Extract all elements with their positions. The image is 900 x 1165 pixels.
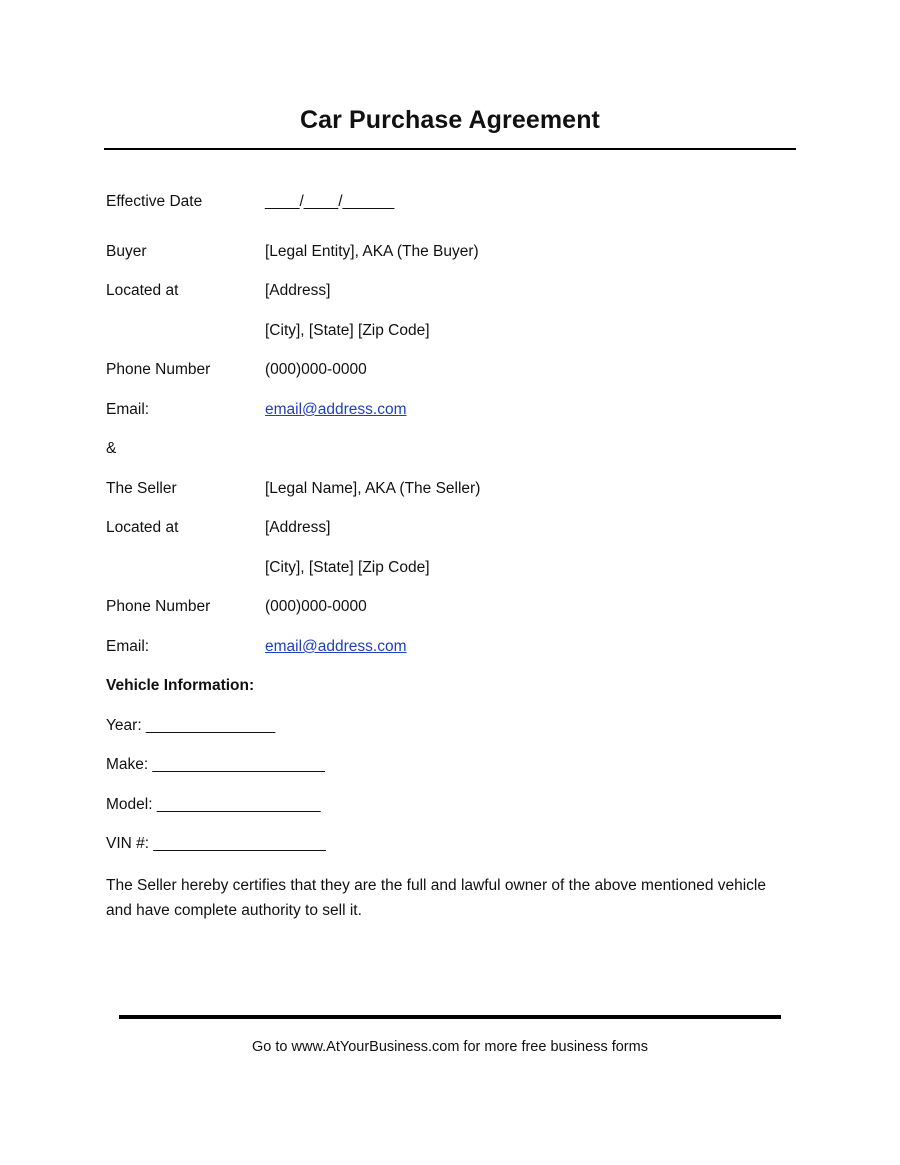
seller-name-field[interactable]: [Legal Name], AKA (The Seller) [265, 480, 481, 497]
buyer-address-field[interactable]: [Address] [265, 282, 331, 299]
title-divider [104, 148, 796, 150]
vehicle-vin-field[interactable]: VIN #: ____________________ [106, 835, 326, 852]
buyer-name-field[interactable]: [Legal Entity], AKA (The Buyer) [265, 243, 479, 260]
buyer-email-link[interactable]: email@address.com [265, 401, 407, 418]
buyer-email-label: Email: [106, 401, 150, 418]
buyer-phone-field[interactable]: (000)000-0000 [265, 361, 367, 378]
footer-divider [119, 1015, 781, 1019]
buyer-city-field[interactable]: [City], [State] [Zip Code] [265, 322, 430, 339]
effective-date-label: Effective Date [106, 193, 203, 210]
buyer-label: Buyer [106, 243, 147, 260]
seller-email-link[interactable]: email@address.com [265, 638, 407, 655]
seller-address-field[interactable]: [Address] [265, 519, 331, 536]
seller-phone-label: Phone Number [106, 598, 211, 615]
ampersand: & [106, 440, 117, 457]
footer-note: Go to www.AtYourBusiness.com for more free business forms [252, 1039, 648, 1055]
buyer-phone-label: Phone Number [106, 361, 211, 378]
vehicle-make-field[interactable]: Make: ____________________ [106, 756, 325, 773]
seller-phone-field[interactable]: (000)000-0000 [265, 598, 367, 615]
certification-paragraph: The Seller hereby certifies that they are the full and lawful owner of the above mentioned vehicle and have complete authority to sell it. [106, 877, 766, 919]
effective-date-field[interactable]: ____/____/______ [265, 193, 395, 210]
vehicle-info-heading: Vehicle Information: [106, 677, 255, 694]
seller-email-label: Email: [106, 638, 150, 655]
document-title: Car Purchase Agreement [299, 106, 600, 134]
seller-city-field[interactable]: [City], [State] [Zip Code] [265, 559, 430, 576]
vehicle-year-field[interactable]: Year: _______________ [106, 717, 276, 734]
seller-label: The Seller [106, 480, 177, 497]
vehicle-model-field[interactable]: Model: ___________________ [106, 796, 321, 813]
seller-located-label: Located at [106, 519, 179, 536]
buyer-located-label: Located at [106, 282, 179, 299]
